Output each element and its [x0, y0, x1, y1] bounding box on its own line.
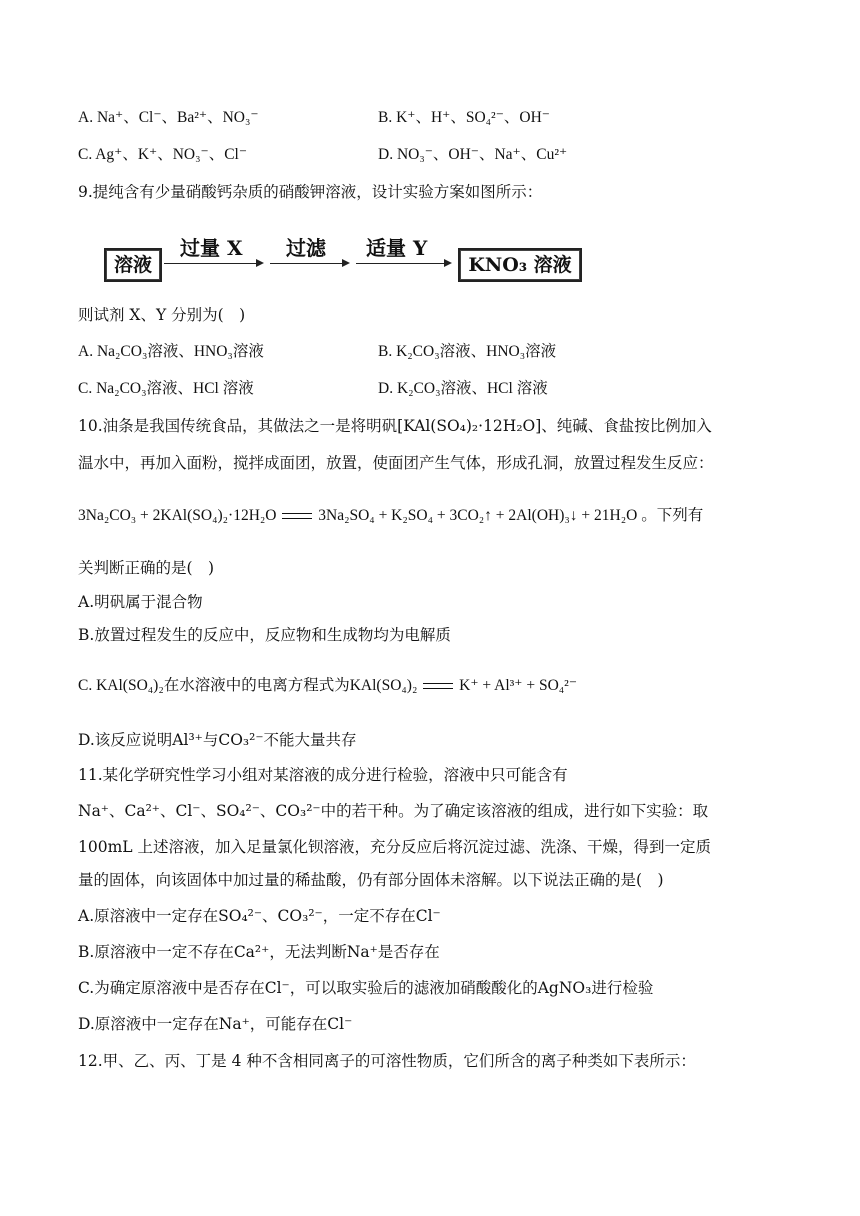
q11-option-b: B.原溶液中一定不存在Ca²⁺，无法判断Na⁺是否存在	[78, 943, 440, 961]
q10-option-c	[78, 675, 577, 697]
q11-line-4: 量的固体，向该固体中加过量的稀盐酸，仍有部分固体未溶解。以下说法正确的是( )	[78, 871, 664, 889]
flow-arrow-1	[164, 263, 262, 264]
q9-question: 则试剂 X、Y 分别为( )	[78, 306, 246, 324]
equation-tail: 。下列有	[641, 507, 704, 524]
q9-option-a: A. Na₂CO₃溶液、HNO₃溶液	[78, 343, 264, 360]
q8-option-b: B. K⁺、H⁺、SO₄²⁻、OH⁻	[378, 109, 550, 126]
q9-option-d: D. K₂CO₃溶液、HCl 溶液	[378, 380, 548, 397]
q11-line-3: 100mL 上述溶液，加入足量氯化钡溶液，充分反应后将沉淀过滤、洗涤、干燥，得到一定质	[78, 838, 712, 856]
flow-step1-label: 过量 X	[180, 236, 243, 260]
q9-option-b: B. K₂CO₃溶液、HNO₃溶液	[378, 343, 557, 360]
flow-end-box: KNO₃ 溶液	[458, 248, 582, 282]
flow-arrow-3	[356, 263, 450, 264]
flow-step3-label: 适量 Y	[366, 236, 428, 260]
equation-products: 3Na₂SO₄ + K₂SO₄ + 3CO₂↑ + 2Al(OH)₃↓ + 21H₂O	[318, 507, 638, 524]
q8-option-d: D. NO₃⁻、OH⁻、Na⁺、Cu²⁺	[378, 146, 568, 163]
q11-line-2: Na⁺、Ca²⁺、Cl⁻、SO₄²⁻、CO₃²⁻中的若干种。为了确定该溶液的组成，进行如下实验：取	[78, 802, 709, 820]
q9-flow-diagram	[104, 232, 584, 284]
q12-stem: 12.甲、乙、丙、丁是 4 种不含相同离子的可溶性物质，它们所含的离子种类如下表所示：	[78, 1052, 696, 1070]
ionization-arrow	[423, 683, 453, 689]
flow-arrow-2	[270, 263, 348, 264]
q10-option-b: B.放置过程发生的反应中，反应物和生成物均为电解质	[78, 626, 451, 644]
q9-option-c: C. Na₂CO₃溶液、HCl 溶液	[78, 380, 254, 397]
q10-option-d: D.该反应说明Al³⁺与CO₃²⁻不能大量共存	[78, 731, 357, 749]
equation-arrow	[282, 513, 312, 519]
q8-option-a: A. Na⁺、Cl⁻、Ba²⁺、NO₃⁻	[78, 109, 259, 126]
q10-option-a: A.明矾属于混合物	[78, 593, 203, 611]
flow-start-box: 溶液	[104, 248, 162, 282]
q11-option-c: C.为确定原溶液中是否存在Cl⁻，可以取实验后的滤液加硝酸酸化的AgNO₃进行检验	[78, 979, 654, 997]
q9-stem: 9.提纯含有少量硝酸钙杂质的硝酸钾溶液，设计实验方案如图所示：	[78, 183, 543, 201]
q11-option-d: D.原溶液中一定存在Na⁺，可能存在Cl⁻	[78, 1015, 353, 1033]
equation-reactants: 3Na₂CO₃ + 2KAl(SO₄)₂·12H₂O	[78, 507, 277, 524]
flow-step2-label: 过滤	[286, 236, 326, 260]
q11-option-a: A.原溶液中一定存在SO₄²⁻、CO₃²⁻，一定不存在Cl⁻	[78, 907, 441, 925]
q10-line-1: 10.油条是我国传统食品，其做法之一是将明矾[KAl(SO₄)₂·12H₂O]、纯碱、食盐按比例加入	[78, 417, 712, 435]
option-c-ions: K⁺ + Al³⁺ + SO₄²⁻	[459, 677, 578, 694]
q10-equation	[78, 505, 703, 527]
option-c-text: C. KAl(SO₄)₂在水溶液中的电离方程式为KAl(SO₄)₂	[78, 677, 418, 694]
q8-option-c: C. Ag⁺、K⁺、NO₃⁻、Cl⁻	[78, 146, 248, 163]
q11-line-1: 11.某化学研究性学习小组对某溶液的成分进行检验，溶液中只可能含有	[78, 766, 568, 784]
q10-line-2: 温水中，再加入面粉，搅拌成面团，放置，使面团产生气体，形成孔洞，放置过程发生反应：	[78, 454, 714, 472]
q10-line-3: 关判断正确的是( )	[78, 559, 215, 577]
